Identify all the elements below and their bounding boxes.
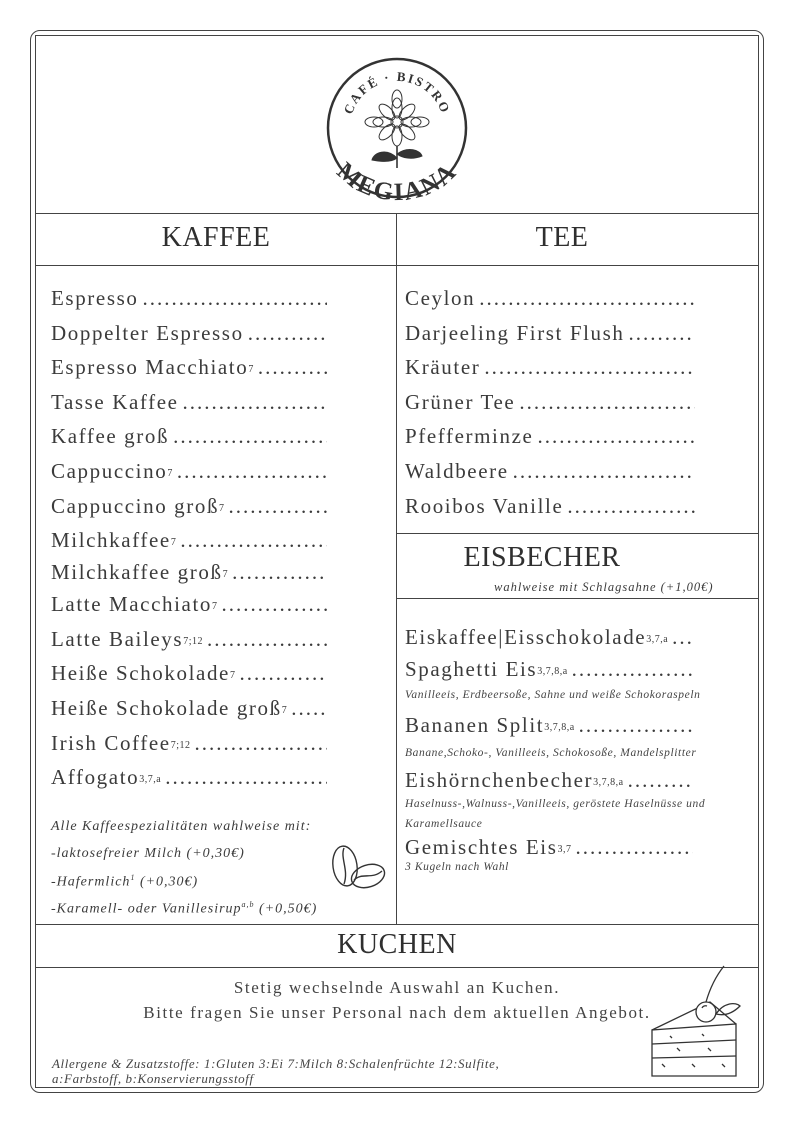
eisbecher-title-divider [396, 598, 759, 599]
list-item: Heiße Schokolade $^7$ ..... [51, 661, 327, 696]
tee-list [405, 286, 695, 528]
header-divider [35, 213, 759, 214]
kaffee-title: KAFFEE [161, 222, 271, 253]
list-item: Affogato $^{3,7,a}$ ..... [51, 765, 327, 800]
list-item: Pfefferminze ..... [405, 424, 695, 459]
kuchen-top-divider [35, 924, 759, 925]
kaffee-option-syrup: -Karamell- oder Vanillesirup$^{a,b}$ (+0,50€) [51, 900, 318, 917]
list-item: Gemischtes Eis $^{3,7}$ ..... [405, 835, 693, 857]
list-item: Espresso ..... [51, 286, 327, 321]
list-item: Milchkaffee groß $^7$ ..... [51, 560, 327, 592]
list-item: Waldbeere ..... [405, 459, 695, 494]
list-item: Spaghetti Eis $^{3,7,8,a}$ ..... [405, 657, 693, 685]
kuchen-line-1: Stetig wechselnde Auswahl an Kuchen. [233, 978, 561, 997]
megiana-logo [312, 50, 482, 210]
list-item: Grüner Tee ..... [405, 390, 695, 425]
list-item: Latte Macchiato $^7$ ..... [51, 592, 327, 627]
allergen-legend [52, 1056, 652, 1086]
list-item: Irish Coffee $^{7;12}$ ..... [51, 731, 327, 766]
list-item: Doppelter Espresso ..... [51, 321, 327, 356]
list-item: Rooibos Vanille ..... [405, 494, 695, 529]
logo-top-text: CAFÉ · BISTRO [340, 68, 454, 117]
kaffee-option-oatmilk: -Hafermlich$^1$ (+0,30€) [51, 873, 199, 890]
list-item: Heiße Schokolade groß $^7$ ..... [51, 696, 327, 731]
list-item: Kräuter ..... [405, 355, 695, 390]
list-item: Cappuccino $^7$ ..... [51, 459, 327, 494]
eisbecher-list [405, 625, 706, 877]
list-item: Darjeeling First Flush ..... [405, 321, 695, 356]
dahlia-flower-icon [365, 90, 429, 168]
item-description: Banane,Schoko-, Vanilleeis, Schokosoße, Mandelsplitter [405, 747, 697, 759]
list-item: Kaffee groß ..... [51, 424, 327, 459]
item-description: Vanilleeis, Erdbeersoße, Sahne und weiße Schokoraspeln [405, 689, 701, 701]
eisbecher-subtitle: wahlweise mit Schlagsahne (+1,00€) [494, 580, 714, 594]
list-item: Cappuccino groß $^7$ ..... [51, 494, 327, 529]
eisbecher-top-divider [396, 533, 759, 534]
list-item: Ceylon ..... [405, 286, 695, 321]
coffee-beans-icon [328, 842, 388, 894]
svg-text:CAFÉ · BISTRO [340, 69, 453, 116]
list-item: Bananen Split $^{3,7,8,a}$ ..... [405, 713, 693, 743]
column-title-divider [35, 265, 759, 266]
list-item: Eishörnchenbecher $^{3,7,8,a}$ ..... [405, 768, 693, 794]
list-item: Espresso Macchiato $^7$ ..... [51, 355, 327, 390]
kaffee-list [51, 286, 327, 800]
kuchen-title: KUCHEN [337, 929, 457, 960]
item-description: Haselnuss-,Walnuss-,Vanilleeis, geröstete Haselnüsse und Karamellsauce [405, 798, 706, 830]
eisbecher-title: EISBECHER [463, 542, 621, 573]
kaffee-options-heading: Alle Kaffeespezialitäten wahlweise mit: [51, 819, 312, 834]
list-item: Eiskaffee|Eisschokolade $^{3,7,a}$ ..... [405, 625, 693, 657]
logo-bottom-text: MEGIANA [331, 157, 463, 207]
allergen-line-1: Allergene & Zusatzstoffe: 1:Gluten 3:Ei 7:Milch 8:Schalenfrüchte 12:Sulfite, [52, 1056, 500, 1071]
list-item: Milchkaffee $^7$ ..... [51, 528, 327, 560]
list-item: Tasse Kaffee ..... [51, 390, 327, 425]
list-item: Latte Baileys $^{7;12}$ ..... [51, 627, 327, 662]
kaffee-option-lactosefree: -laktosefreier Milch (+0,30€) [51, 846, 245, 861]
allergen-line-2: a:Farbstoff, b:Konservierungsstoff [52, 1071, 254, 1086]
item-description: 3 Kugeln nach Wahl [405, 861, 509, 873]
tee-title: TEE [535, 222, 589, 253]
kuchen-line-2: Bitte fragen Sie unser Personal nach dem aktuellen Angebot. [143, 1003, 651, 1022]
